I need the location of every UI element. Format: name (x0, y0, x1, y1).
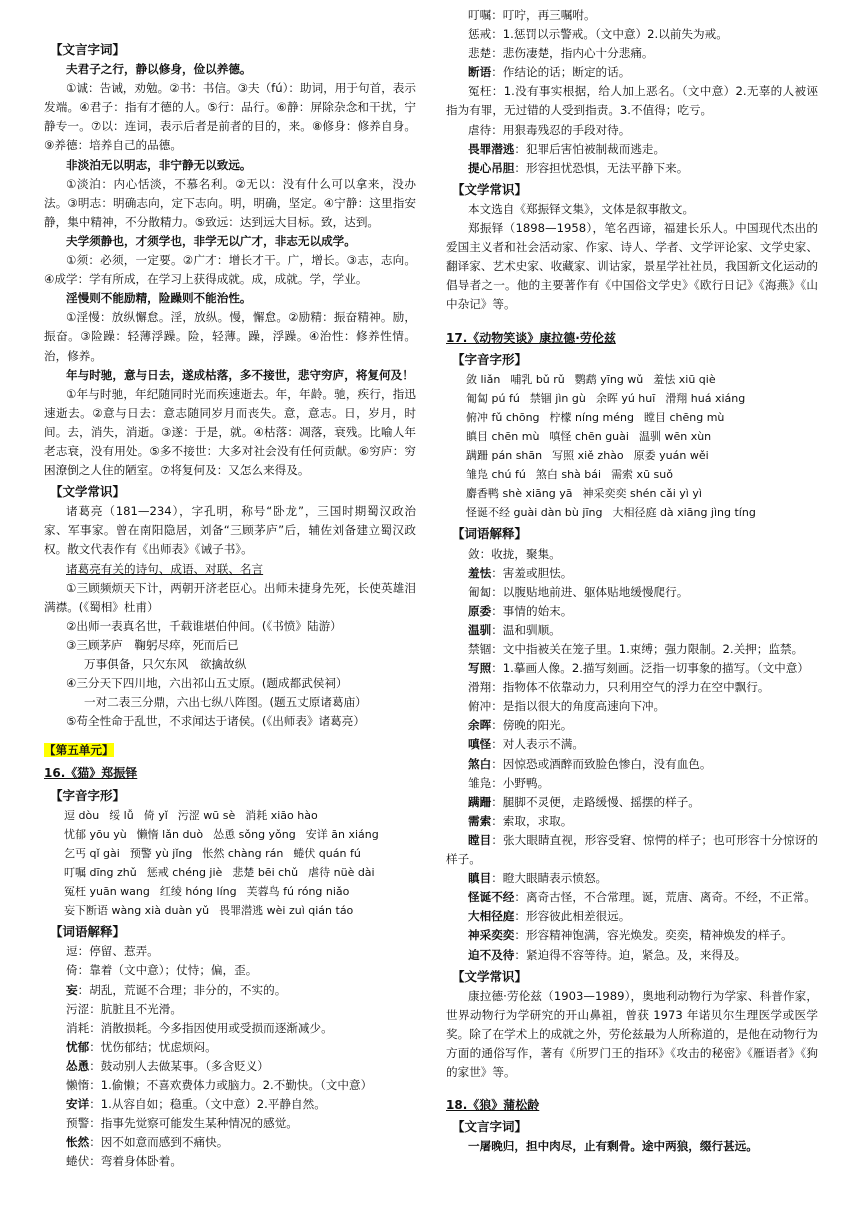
glossary-item (446, 716, 818, 735)
glossary-definition: 污涩：肮脏且不光滑。 (66, 1001, 182, 1016)
glossary-term: 余晖 (468, 718, 492, 733)
quote-line: 一对二表三分鼎，六出七纵八阵图。(题五丈原诸葛庙） (84, 695, 367, 710)
glossary-item (44, 961, 416, 980)
glossary-item (44, 1038, 416, 1057)
pinyin-word: 红绫 hóng líng (159, 885, 237, 899)
pinyin-word: 虐待 nüè dài (308, 865, 375, 879)
glossary-definition: 匍匐：以腹贴地前进、躯体贴地缓慢爬行。 (468, 584, 689, 599)
glossary-definition: 滑翔：指物体不依靠动力，只利用空气的浮力在空中飘行。 (468, 680, 770, 695)
glossary-term: 迫不及待 (468, 947, 515, 962)
key-sentence: 年与时驰，意与日去，遂成枯落，多不接世，悲守穷庐，将复何及！ (66, 367, 414, 382)
pinyin-word: 温驯 wēn xùn (638, 429, 712, 443)
glossary-term: 安详 (66, 1097, 90, 1112)
glossary-term: 煞白 (468, 756, 492, 771)
glossary-item (446, 545, 818, 564)
glossary-term: 怅然 (66, 1135, 90, 1150)
quote-line: ②出师一表真名世，千载谁堪伯仲间。(《书愤》陆游） (66, 618, 342, 633)
quote-line: ⑤苟全性命于乱世，不求闻达于诸侯。(《出师表》诸葛亮） (66, 714, 365, 729)
literary-note: 郑振铎（1898—1958），笔名西谛，福建长乐人。中国现代杰出的爱国主义者和社会活动家、作家、诗人、学者、文学评论家、文学史家、翻译家、艺术史家、收藏家、训诂家，景星学社社员，我国新文化运动的倡导者之一。他的主要著作有《中国俗文学史》《欧行日记》《海燕》《山中杂记》等。 (446, 221, 818, 312)
glossary-item (446, 888, 818, 907)
glossary-term: 嗔怪 (468, 737, 492, 752)
glossary-item (44, 1076, 416, 1095)
pinyin-word: 余晖 yú huī (595, 391, 656, 405)
pinyin-word: 乞丐 qǐ gài (64, 846, 120, 860)
key-sentence: 夫学须静也，才须学也，非学无以广才，非志无以成学。 (66, 233, 356, 248)
annotation: ①年与时驰，年纪随同时光而疾速逝去。年，年龄。驰，疾行，指迅速逝去。②意与日去：意志随同岁月而丧失。意，意志。日，岁月，时间。去，消失，消逝。③遂：于是，就。④枯落：凋落，衰残。比喻人年老志衰，没有用处。⑤多不接世：大多对社会没有任何贡献。⑥穷庐：穷困潦倒之人住的陋室。⑦将复何及：又怎么来得及。 (44, 386, 416, 478)
pinyin-row (446, 370, 818, 389)
glossary-item (44, 1152, 416, 1171)
glossary-item (446, 774, 818, 793)
pinyin-list (446, 370, 818, 523)
glossary-item (446, 659, 818, 678)
glossary-term: 需索 (468, 813, 492, 828)
pinyin-word: 瞋目 chēn mù (466, 429, 540, 443)
pinyin-word: 叮嘱 dīng zhǔ (64, 865, 137, 879)
glossary-definition: ：对人表示不满。 (491, 737, 584, 752)
pinyin-word: 鹦鹉 yīng wǔ (574, 372, 644, 386)
glossary-term: 妄 (66, 982, 78, 997)
glossary-term: 蹒跚 (468, 794, 492, 809)
pinyin-word: 惩戒 chéng jiè (146, 865, 223, 879)
pinyin-row (446, 465, 818, 484)
glossary-term: 瞋目 (468, 871, 492, 886)
glossary-item (446, 159, 818, 178)
right-column (446, 6, 818, 1156)
annotation: ①须：必须，一定要。②广才：增长才干。广，增长。③志，志向。④成学：学有所成，在学习上获得成就。成，成就。学，学业。 (44, 253, 416, 287)
glossary-definition: 冤枉：1.没有事实根据，给人加上恶名。（文中意）2.无辜的人被诬指为有罪，无过错的人受到指责。3.不值得；吃亏。 (446, 84, 818, 118)
pinyin-list (44, 806, 416, 921)
pinyin-word: 悲楚 bēi chǔ (232, 865, 299, 879)
glossary-definition: ：形容担忧恐惧，无法平静下来。 (514, 160, 689, 175)
section-heading: 【文学常识】 (452, 968, 528, 984)
glossary-term: 提心吊胆 (468, 160, 515, 175)
glossary-item (446, 583, 818, 602)
glossary-term: 大相径庭 (468, 909, 515, 924)
pinyin-row (446, 484, 818, 503)
pinyin-word: 禁锢 jìn gù (529, 391, 586, 405)
pinyin-row (446, 389, 818, 408)
glossary-definition: 倚：靠着（文中意）；仗恃；偏，歪。 (66, 963, 258, 978)
pinyin-word: 原委 yuán wěi (633, 449, 709, 463)
pinyin-row (446, 427, 818, 446)
pinyin-word: 匍匐 pú fú (466, 391, 520, 405)
pinyin-word: 怅然 chàng rán (202, 846, 284, 860)
glossary-term: 怂恿 (66, 1058, 90, 1073)
pinyin-word: 畏罪潜逃 wèi zuì qián táo (219, 904, 354, 918)
glossary-item (44, 1133, 416, 1152)
literary-note: 本文选自《郑振铎文集》，文体是叙事散文。 (468, 201, 695, 216)
key-sentence: 夫君子之行，静以修身，俭以养德。 (66, 62, 252, 77)
glossary-item (446, 812, 818, 831)
glossary-item (44, 1057, 416, 1076)
pinyin-word: 芙蓉鸟 fú róng niǎo (246, 885, 350, 899)
glossary-term: 温驯 (468, 622, 492, 637)
pinyin-word: 怪诞不经 guài dàn bù jīng (466, 506, 603, 520)
pinyin-word: 嗔怪 chēn guài (549, 429, 629, 443)
pinyin-word: 妄下断语 wàng xià duàn yǔ (64, 904, 210, 918)
quote-line: ④三分天下四川地，六出祁山五丈原。(题成都武侯祠） (66, 676, 348, 691)
glossary-term: 瞠目 (468, 832, 492, 847)
pinyin-word: 神采奕奕 shén cǎi yì yì (582, 487, 702, 501)
glossary-item (446, 793, 818, 812)
glossary-definition: 懒惰：1.偷懒；不喜欢费体力或脑力。2.不勤快。（文中意） (66, 1077, 373, 1092)
key-sentence: 非淡泊无以明志，非宁静无以致远。 (66, 157, 252, 172)
section-heading: 【字音字形】 (452, 351, 528, 367)
pinyin-word: 消耗 xiāo hào (245, 808, 318, 822)
glossary-definition: 逗：停留、惹弄。 (66, 944, 159, 959)
glossary-definition: ：索取，求取。 (491, 813, 573, 828)
pinyin-word: 蜷伏 quán fú (293, 846, 361, 860)
pinyin-word: 污涩 wū sè (177, 808, 236, 822)
pinyin-row (44, 901, 416, 920)
pinyin-row (44, 806, 416, 825)
pinyin-row (446, 446, 818, 465)
glossary-definition: 叮嘱：叮咛，再三嘱咐。 (468, 8, 596, 22)
pinyin-word: 雏凫 chú fú (466, 468, 526, 482)
pinyin-word: 懒惰 lǎn duò (136, 827, 204, 841)
glossary-definition: 惩戒：1.惩罚以示警戒。（文中意）2.以前失为戒。 (468, 27, 728, 42)
glossary-item (446, 6, 818, 25)
pinyin-row (446, 408, 818, 427)
pinyin-word: 倚 yǐ (143, 808, 168, 822)
glossary-definition: ：瞪大眼睛表示愤怒。 (491, 871, 608, 886)
glossary-item (446, 63, 818, 82)
glossary-list (446, 545, 818, 965)
section-heading: 【文学常识】 (50, 484, 126, 500)
glossary-definition: ：犯罪后害怕被制裁而逃走。 (514, 141, 666, 156)
glossary-item (446, 755, 818, 774)
quote-line: 万事俱备，只欠东风 欲擒故纵 (84, 657, 247, 671)
pinyin-word: 绥 lǚ (109, 808, 134, 822)
unit-label: 【第五单元】 (44, 743, 114, 758)
section-heading: 【文学常识】 (452, 181, 528, 197)
quote-line: ③三顾茅庐 鞠躬尽瘁，死而后已 (66, 637, 239, 652)
glossary-item (446, 831, 818, 869)
glossary-definition: 虐待：用狠毒残忍的手段对待。 (468, 122, 631, 137)
glossary-definition: ：傍晚的阳光。 (491, 718, 573, 733)
pinyin-word: 需索 xū suǒ (611, 468, 673, 482)
left-column (44, 38, 416, 1171)
glossary-definition: ：张大眼睛直视，形容受窘、惊愕的样子；也可形容十分惊讶的样子。 (446, 832, 818, 867)
pinyin-row (44, 844, 416, 863)
glossary-item (446, 25, 818, 44)
quote-line: ①三顾频烦天下计，两朝开济老臣心。出师未捷身先死，长使英雄泪满襟。(《蜀相》杜甫） (44, 580, 416, 614)
pinyin-word: 煞白 shà bái (535, 468, 602, 482)
glossary-item (446, 121, 818, 140)
glossary-item (446, 678, 818, 697)
glossary-definition: 消耗：消散损耗。今多指因使用或受损而逐渐减少。 (66, 1020, 333, 1035)
pinyin-word: 逗 dòu (64, 808, 100, 822)
key-sentence: 一屠晚归，担中肉尽，止有剩骨。途中两狼，缀行甚远。 (468, 1139, 758, 1154)
pinyin-word: 安详 ān xiáng (305, 827, 379, 841)
glossary-definition: ：因不如意而感到不痛快。 (89, 1135, 229, 1150)
section-heading: 【文言字词】 (452, 1119, 528, 1135)
glossary-definition: ：胡乱，荒诞不合理；非分的，不实的。 (77, 982, 287, 997)
pinyin-word: 俯冲 fǔ chōng (466, 410, 540, 424)
glossary-item (44, 981, 416, 1000)
pinyin-row (446, 503, 818, 522)
glossary-definition: ：鼓动别人去做某事。（多含贬义） (89, 1058, 269, 1073)
literary-note: 诸葛亮（181—234），字孔明，称号“卧龙”，三国时期蜀汉政治家、军事家。曾在南阳隐居，刘备“三顾茅庐”后，辅佐刘备建立蜀汉政权。散文代表作有《出师表》《诫子书》。 (44, 504, 416, 557)
glossary-definition: 蜷伏：弯着身体卧着。 (66, 1154, 182, 1169)
annotation: ①诚：告诫，劝勉。②书：书信。③夫（fú）：助词，用于句首，表示发端。④君子：指有才德的人。⑤行：品行。⑥静：屏除杂念和干扰，宁静专一。⑦以：连词，表示后者是前者的目的，来。⑧修身：修养自身。⑨养德：培养自己的品德。 (44, 81, 416, 153)
pinyin-word: 滑翔 huá xiáng (665, 391, 746, 405)
lesson-title: 18.《狼》蒲松龄 (446, 1098, 540, 1113)
glossary-item (446, 640, 818, 659)
section-heading: 【文言字词】 (50, 42, 126, 57)
pinyin-word: 敛 liǎn (466, 372, 501, 386)
lesson-title: 17.《动物笑谈》康拉德·劳伦兹 (446, 330, 616, 345)
glossary-term: 神采奕奕 (468, 928, 515, 943)
glossary-item (44, 1019, 416, 1038)
pinyin-row (44, 825, 416, 844)
glossary-term: 断语 (468, 65, 492, 80)
glossary-item (44, 942, 416, 961)
glossary-definition: ：形容精神饱满，容光焕发。奕奕，精神焕发的样子。 (514, 928, 793, 943)
glossary-item (446, 621, 818, 640)
lesson-title: 16.《猫》郑振铎 (44, 766, 138, 781)
glossary-definition: ：紧迫得不容等待。迫，紧急。及，来得及。 (514, 947, 747, 962)
pinyin-word: 柠檬 níng méng (549, 410, 634, 424)
glossary-definition: ：事情的始末。 (491, 603, 573, 618)
glossary-item (446, 735, 818, 754)
glossary-definition: ：作结论的话；断定的话。 (491, 65, 631, 80)
glossary-item (446, 140, 818, 159)
pinyin-row (44, 863, 416, 882)
glossary-item (446, 82, 818, 120)
glossary-definition: 敛：收拢，聚集。 (468, 546, 561, 561)
glossary-definition: ：温和驯顺。 (491, 622, 561, 637)
pinyin-row (44, 882, 416, 901)
glossary-definition: 预警：指事先觉察可能发生某种情况的感觉。 (66, 1116, 298, 1131)
pinyin-word: 麝香鸭 shè xiāng yā (466, 487, 573, 501)
glossary-definition: ：1.摹画人像。2.描写刻画。泛指一切事象的描写。（文中意） (491, 661, 809, 676)
pinyin-word: 大相径庭 dà xiāng jìng tíng (612, 506, 756, 520)
pinyin-word: 忧郁 yōu yù (64, 827, 127, 841)
glossary-term: 写照 (468, 661, 492, 676)
glossary-item (446, 907, 818, 926)
literary-subheading: 诸葛亮有关的诗句、成语、对联、名言 (66, 561, 264, 576)
glossary-definition: 俯冲：是指以很大的角度高速向下冲。 (468, 699, 666, 714)
glossary-definition: 禁锢：文中指被关在笼子里。1.束缚；强力限制。2.关押；监禁。 (468, 642, 804, 656)
section-heading: 【字音字形】 (50, 787, 126, 803)
pinyin-word: 羞怯 xiū qiè (653, 372, 716, 386)
glossary-definition: ：因惊恐或酒醉而致脸色惨白，没有血色。 (491, 756, 712, 771)
pinyin-word: 冤枉 yuān wang (64, 885, 150, 899)
glossary-item (44, 1000, 416, 1019)
section-heading: 【词语解释】 (50, 924, 126, 940)
glossary-term: 羞怯 (468, 565, 492, 580)
pinyin-word: 预警 yù jǐng (129, 846, 193, 860)
annotation: ①淡泊：内心恬淡，不慕名利。②无以：没有什么可以拿来，没办法。③明志：明确志向，定下志向。明，明确，坚定。④宁静：这里指安静，集中精神，不分散精力。⑤致远：达到远大目标。致，达到。 (44, 176, 416, 229)
pinyin-word: 瞠目 chēng mù (643, 410, 725, 424)
glossary-definition: ：腿脚不灵便，走路缓慢、摇摆的样子。 (491, 794, 700, 809)
literary-note: 康拉德·劳伦兹（1903—1989），奥地利动物行为学家、科普作家，世界动物行为学研究的开山鼻祖，曾获 1973 年诺贝尔生理医学或医学奖。除了在学术上的成就之外，劳伦兹最为人所称道的，是他在动物行为方面的通俗写作，著有《所罗门王的指环》《攻击的秘密》《雁语者》《狗的家世》等。 (446, 988, 818, 1080)
glossary-definition: 悲楚：悲伤凄楚，指内心十分悲痛。 (468, 46, 654, 61)
glossary-item (446, 44, 818, 63)
glossary-definition: ：1.从容自如；稳重。（文中意）2.平静自然。 (89, 1097, 326, 1112)
pinyin-word: 怂恿 sǒng yǒng (213, 827, 296, 841)
glossary-definition: ：害羞或胆怯。 (491, 565, 573, 580)
annotation: ①淫慢：放纵懈怠。淫，放纵。慢，懈怠。②励精：振奋精神。励，振奋。③险躁：轻薄浮躁。险，轻薄。躁，浮躁。④治性：修养性情。治，修养。 (44, 310, 416, 363)
glossary-definition: ：忧伤郁结；忧虑烦闷。 (89, 1039, 217, 1054)
pinyin-word: 蹒跚 pán shān (466, 449, 543, 463)
key-sentence: 淫慢则不能励精，险躁则不能治性。 (66, 291, 252, 306)
glossary-item (446, 697, 818, 716)
glossary-item (446, 926, 818, 945)
glossary-list (446, 6, 818, 178)
glossary-term: 忧郁 (66, 1039, 90, 1054)
glossary-item (446, 869, 818, 888)
glossary-item (446, 602, 818, 621)
section-heading: 【词语解释】 (452, 526, 528, 542)
glossary-definition: ：形容彼此相差很远。 (514, 909, 631, 924)
glossary-term: 畏罪潜逃 (468, 141, 515, 156)
glossary-definition: 雏凫：小野鸭。 (468, 775, 550, 790)
glossary-item (44, 1114, 416, 1133)
glossary-item (44, 1095, 416, 1114)
glossary-term: 怪诞不经 (468, 890, 515, 905)
glossary-term: 原委 (468, 603, 492, 618)
pinyin-word: 写照 xiě zhào (552, 449, 624, 463)
glossary-definition: ：离奇古怪，不合常理。诞，荒唐、离奇。不经，不正常。 (514, 890, 816, 905)
glossary-item (446, 564, 818, 583)
glossary-item (446, 946, 818, 965)
glossary-list (44, 942, 416, 1171)
pinyin-word: 哺乳 bǔ rǔ (510, 372, 565, 386)
